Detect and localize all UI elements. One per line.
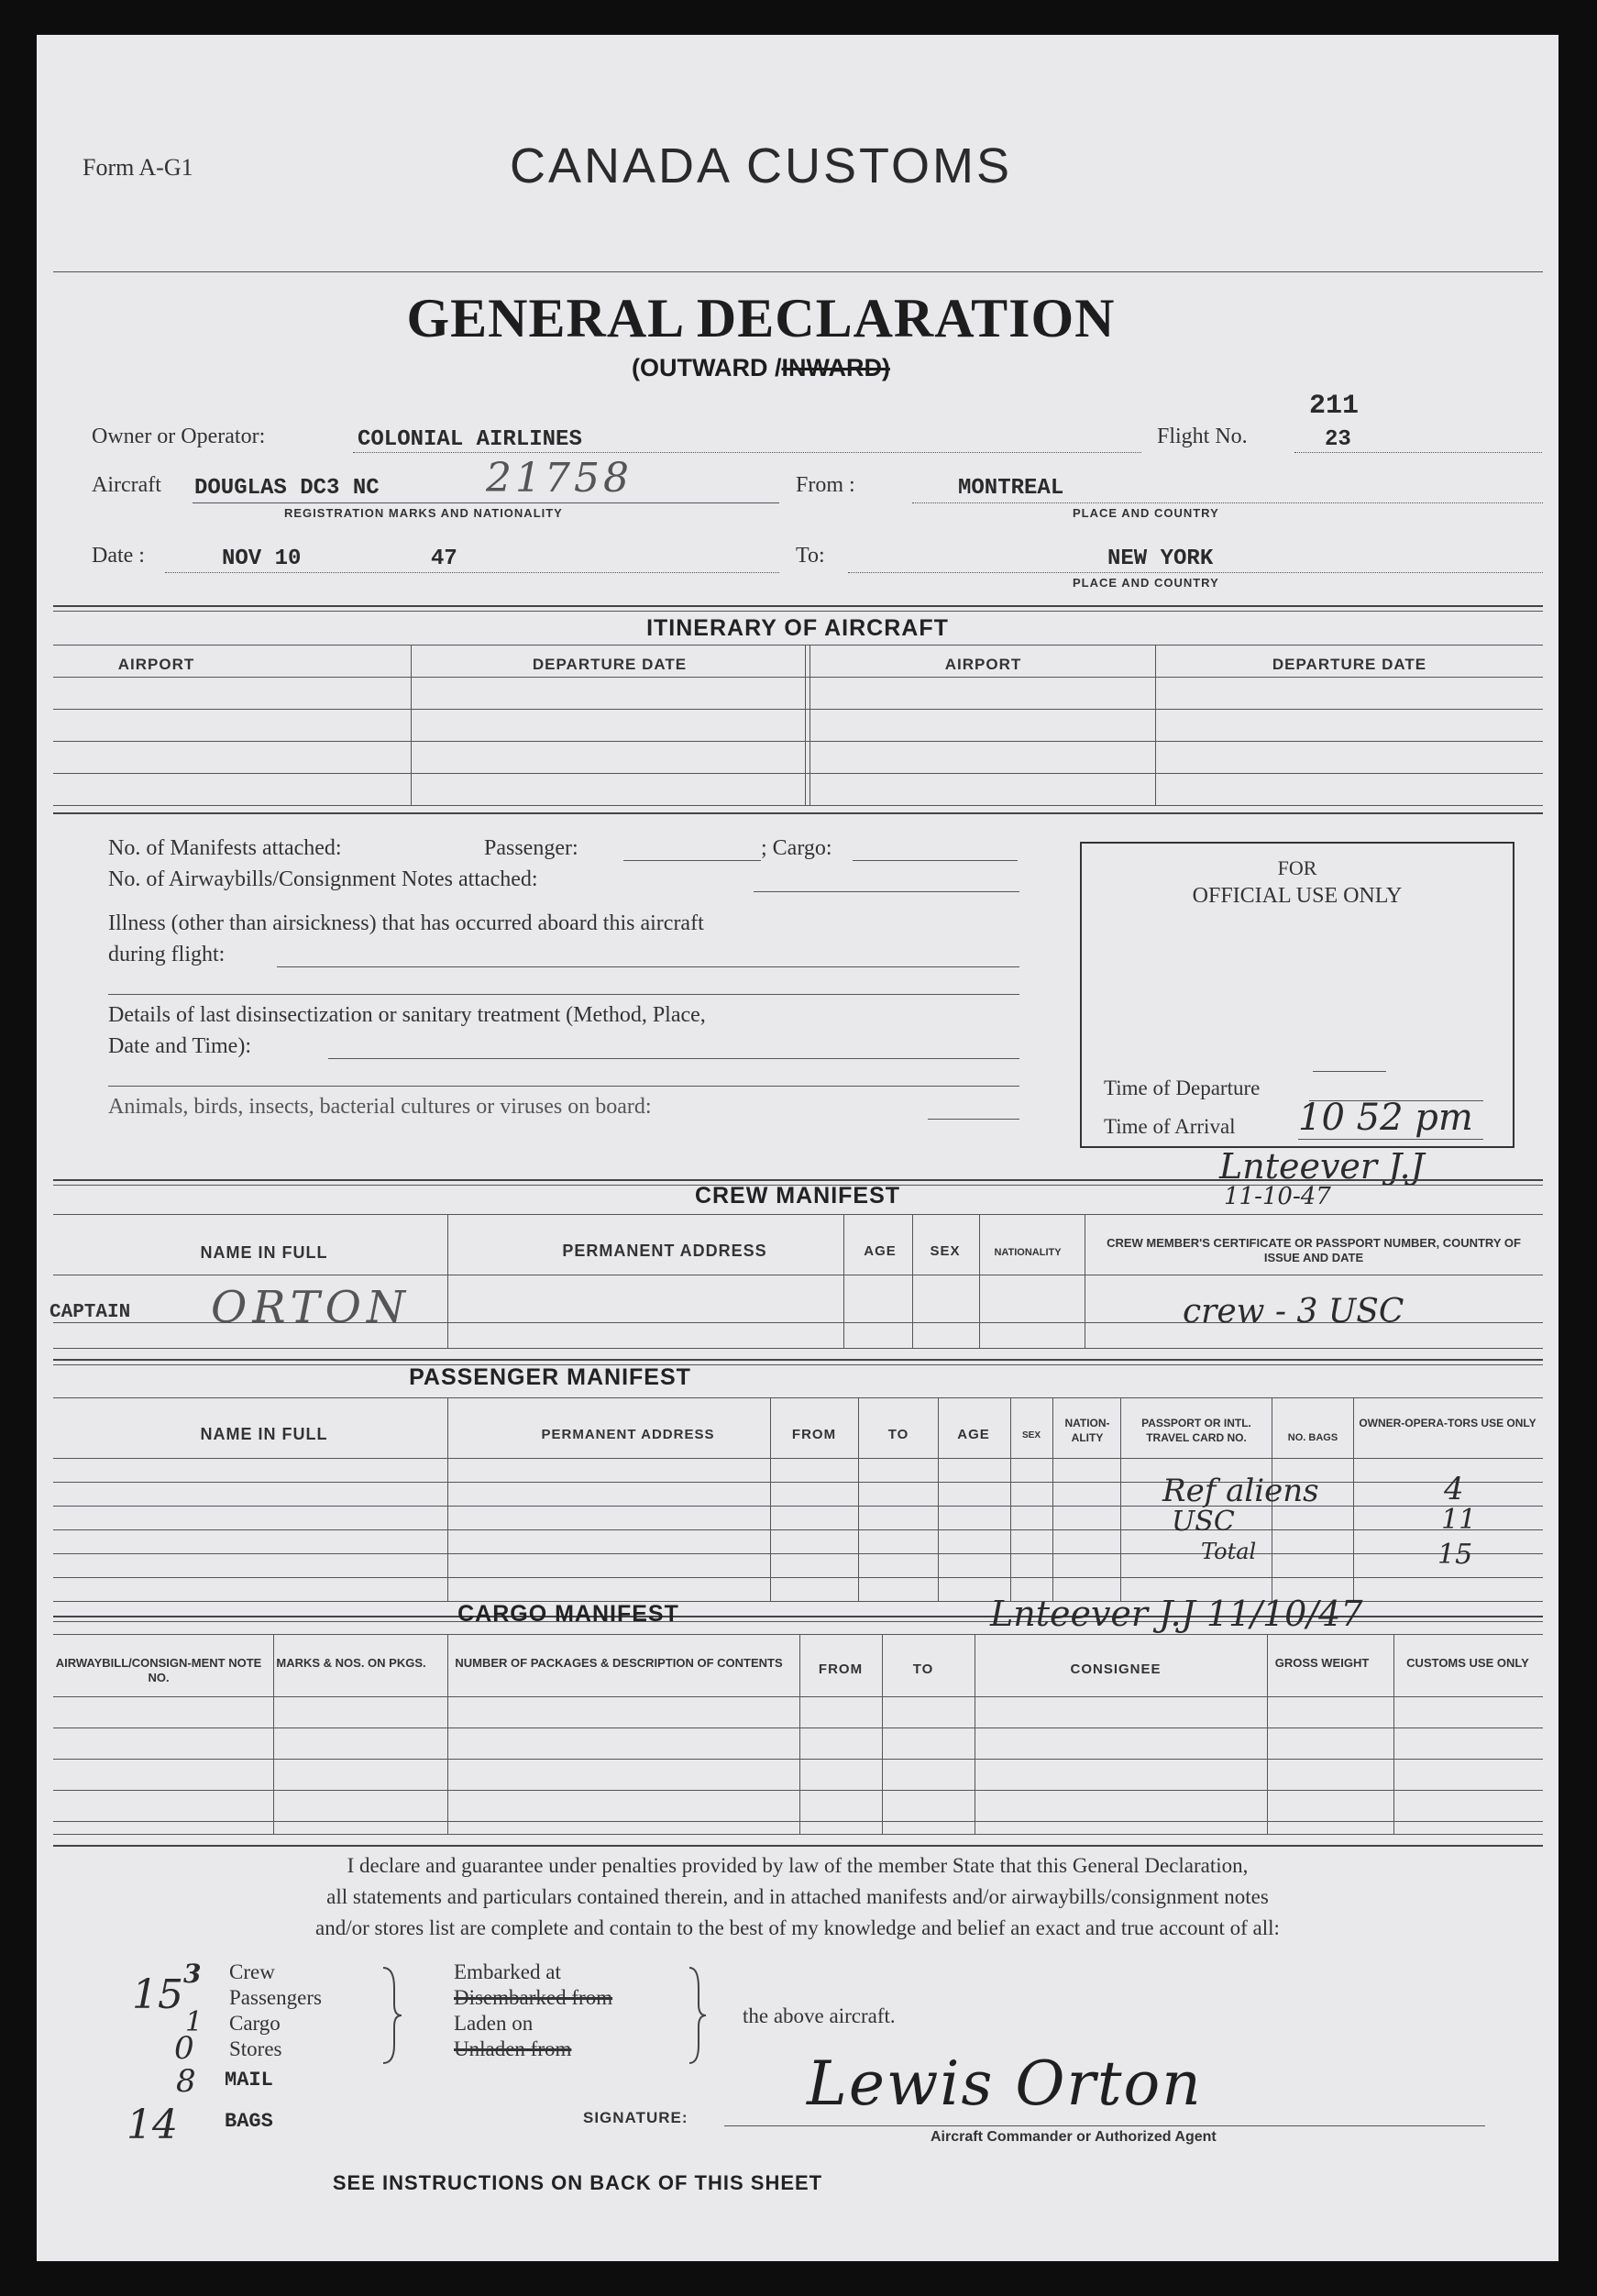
count-stores: 0 (174, 2030, 194, 2067)
grid-line (979, 1214, 980, 1348)
pax-col-passport: PASSPORT OR INTL. TRAVEL CARD NO. (1141, 1417, 1251, 1444)
unladen-label-struck: Unladen from (454, 2037, 572, 2060)
grid-line (53, 1821, 1543, 1822)
grid-line (53, 677, 1543, 678)
divider (53, 271, 1543, 272)
grid-line (1052, 1397, 1053, 1601)
passenger-manifest-label: Passenger: (484, 836, 578, 860)
above-aircraft-label: the above aircraft. (743, 2004, 896, 2027)
grid-line (858, 1397, 859, 1601)
pax-passport-row-2: USC (1172, 1506, 1235, 1538)
time-arrival-label: Time of Arrival (1104, 1115, 1236, 1138)
itin-col-airport-2: AIRPORT (944, 656, 1022, 673)
from-value: MONTREAL (958, 476, 1064, 501)
grid-line (53, 709, 1543, 710)
grid-line (1120, 1397, 1121, 1601)
count-passengers: 15 (132, 1971, 183, 2018)
itin-col-departure-1: DEPARTURE DATE (532, 656, 688, 673)
grid-line (53, 1790, 1543, 1791)
outward-label: (OUTWARD / (632, 354, 782, 381)
decl-item-mail: MAIL (225, 2069, 273, 2092)
instructions-note: SEE INSTRUCTIONS ON BACK OF THIS SHEET (332, 2171, 823, 2194)
signature-caption: Aircraft Commander or Authorized Agent (931, 2129, 1217, 2145)
grid-line (53, 1577, 1543, 1578)
grid-line (1393, 1634, 1394, 1834)
aircraft-label: Aircraft (92, 473, 161, 497)
grid-line (53, 1696, 1543, 1697)
grid-line (447, 1397, 448, 1601)
from-place-caption: PLACE AND COUNTRY (1073, 506, 1219, 520)
crew-col-nationality: NATIONALITY (994, 1247, 1062, 1258)
grid-line (53, 1529, 1543, 1530)
decl-item-cargo: Cargo (229, 2012, 281, 2035)
crew-col-address: PERMANENT ADDRESS (562, 1242, 767, 1260)
left-brace (378, 1964, 405, 2067)
right-brace (686, 1964, 713, 2067)
animals-label: Animals, birds, insects, bacterial cultures or viruses on board: (108, 1095, 652, 1119)
grid-line (53, 1553, 1543, 1554)
laden-label: Laden on (454, 2012, 534, 2035)
aircraft-line (193, 502, 779, 503)
pax-col-bags: NO. BAGS (1287, 1432, 1338, 1443)
pax-passport-row-3: Total (1201, 1539, 1257, 1564)
cargo-col-weight: GROSS WEIGHT (1274, 1656, 1370, 1670)
signature-label: SIGNATURE: (583, 2109, 688, 2126)
date-line (165, 572, 779, 573)
grid-line (53, 1634, 1543, 1635)
passenger-manifest-title: PASSENGER MANIFEST (409, 1364, 691, 1390)
cargo-initials: Lnteever J.J 11/10/47 (990, 1594, 1363, 1634)
decl-item-crew: Crew (229, 1960, 275, 1983)
owner-value: COLONIAL AIRLINES (358, 427, 582, 452)
grid-line (53, 741, 1543, 742)
grid-line (912, 1214, 913, 1348)
illness-line-2: during flight: (108, 943, 226, 966)
decl-item-stores: Stores (229, 2037, 282, 2060)
grid-line (53, 1506, 1543, 1507)
cargo-col-packages: NUMBER OF PACKAGES & DESCRIPTION OF CONTENTS (455, 1656, 783, 1670)
aircraft-handwritten: 21758 (486, 455, 633, 502)
disinsect-line-1: Details of last disinsectization or sanitary treatment (Method, Place, (108, 1003, 706, 1027)
pax-passport-row-1: Ref aliens (1162, 1473, 1319, 1509)
grid-line (938, 1397, 939, 1601)
itin-col-departure-2: DEPARTURE DATE (1272, 656, 1427, 673)
fill-line (754, 891, 1019, 892)
illness-line-1: Illness (other than airsickness) that has occurred aboard this aircraft (108, 911, 704, 935)
grid-line (53, 1359, 1543, 1361)
pax-bags-row-3: 15 (1437, 1539, 1473, 1571)
grid-line (1353, 1397, 1354, 1601)
signature-line (724, 2125, 1485, 2126)
fill-line (108, 994, 1019, 995)
grid-line (53, 1348, 1543, 1349)
fill-line (853, 860, 1018, 861)
pax-col-name: NAME IN FULL (200, 1425, 328, 1443)
fill-line (928, 1119, 1019, 1120)
crew-manifest-title: CREW MANIFEST (694, 1183, 901, 1209)
count-crew: 3 (183, 1959, 202, 1989)
count-bags: 14 (127, 2102, 178, 2148)
grid-line (770, 1397, 771, 1601)
agency-title: CANADA CUSTOMS (509, 138, 1013, 193)
fill-line (623, 860, 761, 861)
fill-line (277, 966, 1019, 967)
grid-line (53, 1458, 1543, 1459)
grid-line (53, 1845, 1543, 1847)
time-arrival-value: 10 52 pm (1298, 1097, 1473, 1139)
to-line (848, 572, 1543, 573)
fill-line (328, 1058, 1019, 1059)
registration-caption: REGISTRATION MARKS AND NATIONALITY (284, 506, 563, 520)
divider (53, 605, 1543, 607)
grid-line (53, 1834, 1543, 1835)
cargo-col-customs: CUSTOMS USE ONLY (1406, 1656, 1529, 1670)
official-use-only: OFFICIAL USE ONLY (1192, 884, 1403, 908)
grid-line (53, 1214, 1543, 1215)
pax-col-to: TO (887, 1427, 909, 1442)
declaration-form (37, 35, 1558, 2261)
count-cargo: 1 (185, 2006, 204, 2038)
pax-col-nationality: NATION-ALITY (1064, 1417, 1110, 1444)
declaration-line-1: I declare and guarantee under penalties provided by law of the member State that this General Declaration, (347, 1854, 1249, 1877)
disembarked-label-struck: Disembarked from (454, 1986, 613, 2009)
grid-line (882, 1634, 883, 1834)
to-label: To: (796, 544, 825, 568)
grid-line (53, 1179, 1543, 1181)
cargo-col-consignee: CONSIGNEE (1070, 1661, 1162, 1677)
grid-line (447, 1214, 448, 1348)
grid-line (1267, 1634, 1268, 1834)
manifests-label: No. of Manifests attached: (108, 836, 342, 860)
grid-line (411, 645, 412, 805)
pax-bags-row-1: 4 (1444, 1471, 1464, 1507)
pax-bags-row-2: 11 (1441, 1504, 1477, 1536)
cargo-col-marks: MARKS & NOS. ON PKGS. (276, 1656, 426, 1670)
disinsect-line-2: Date and Time): (108, 1034, 251, 1058)
cargo-col-to: TO (912, 1661, 934, 1677)
flight-line (1294, 452, 1542, 453)
itin-col-airport-1: AIRPORT (117, 656, 195, 673)
inward-label-struck: INWARD) (781, 354, 890, 381)
grid-line (1155, 645, 1156, 805)
embarked-label: Embarked at (454, 1960, 561, 1983)
from-line (912, 502, 1543, 503)
date-year: 47 (431, 546, 457, 571)
form-number: Form A-G1 (83, 154, 193, 181)
pax-col-owner: OWNER-OPERA-TORS USE ONLY (1359, 1417, 1536, 1429)
decl-item-passengers: Passengers (229, 1986, 322, 2009)
crew-role: CAPTAIN (50, 1302, 131, 1323)
fill-line (108, 1086, 1019, 1087)
aircraft-value: DOUGLAS DC3 NC (194, 476, 380, 501)
grid-line (53, 1482, 1543, 1483)
official-stamp-date: 11-10-47 (1224, 1183, 1331, 1210)
grid-line (1010, 1397, 1011, 1601)
pax-col-sex: SEX (1021, 1430, 1041, 1441)
grid-line (53, 805, 1543, 806)
flight-number-top: 211 (1309, 391, 1360, 422)
time-departure-label: Time of Departure (1104, 1076, 1261, 1099)
cargo-manifest-title: CARGO MANIFEST (457, 1601, 679, 1627)
official-for: FOR (1277, 856, 1317, 879)
flight-value: 23 (1325, 427, 1351, 452)
grid-line (273, 1634, 274, 1834)
airwaybills-label: No. of Airwaybills/Consignment Notes attached: (108, 867, 538, 891)
cargo-col-awb: AIRWAYBILL/CONSIGN-MENT NOTE NO. (55, 1656, 262, 1684)
official-use-box (1080, 842, 1514, 1148)
from-label: From : (796, 473, 855, 497)
owner-line (353, 452, 1141, 453)
crew-certificate-value: crew - 3 USC (1183, 1293, 1404, 1330)
grid-line (805, 645, 806, 805)
signature: Lewis Orton (807, 2048, 1203, 2119)
count-mail: 8 (176, 2063, 196, 2100)
decl-item-bags: BAGS (225, 2110, 273, 2133)
divider (53, 611, 1543, 612)
pax-col-from: FROM (791, 1427, 837, 1442)
pax-col-address: PERMANENT ADDRESS (541, 1427, 715, 1442)
declaration-line-2: all statements and particulars contained therein, and in attached manifests and/or airwaybills/consignment notes (326, 1885, 1269, 1908)
grid-line (53, 1397, 1543, 1398)
crew-col-certificate: CREW MEMBER'S CERTIFICATE OR PASSPORT NUMBER, COUNTRY OF ISSUE AND DATE (1107, 1236, 1521, 1264)
cargo-manifest-label: ; Cargo: (761, 836, 832, 860)
grid-line (799, 1634, 800, 1834)
form-title: GENERAL DECLARATION (406, 288, 1116, 348)
official-initials: Lnteever J.J (1219, 1146, 1425, 1187)
grid-line (53, 812, 1543, 814)
itinerary-title: ITINERARY OF AIRCRAFT (646, 615, 949, 641)
to-place-caption: PLACE AND COUNTRY (1073, 576, 1219, 590)
fill-line (1298, 1139, 1483, 1140)
crew-col-age: AGE (864, 1243, 897, 1259)
grid-line (53, 1759, 1543, 1760)
owner-label: Owner or Operator: (92, 425, 266, 448)
direction-line (37, 354, 1485, 382)
crew-col-name: NAME IN FULL (200, 1243, 328, 1262)
declaration-line-3: and/or stores list are complete and contain to the best of my knowledge and belief an exact and true account of all: (315, 1916, 1280, 1939)
crew-name: ORTON (211, 1282, 412, 1333)
to-value: NEW YORK (1107, 546, 1214, 571)
grid-line (53, 773, 1543, 774)
cargo-col-from: FROM (818, 1661, 864, 1677)
fill-line (1313, 1071, 1386, 1072)
flight-label: Flight No. (1157, 425, 1248, 448)
date-label: Date : (92, 544, 145, 568)
crew-col-sex: SEX (930, 1243, 961, 1259)
pax-col-age: AGE (957, 1427, 990, 1442)
date-month-day: NOV 10 (222, 546, 302, 571)
divider (53, 645, 1543, 646)
grid-line (447, 1634, 448, 1834)
grid-line (843, 1214, 844, 1348)
